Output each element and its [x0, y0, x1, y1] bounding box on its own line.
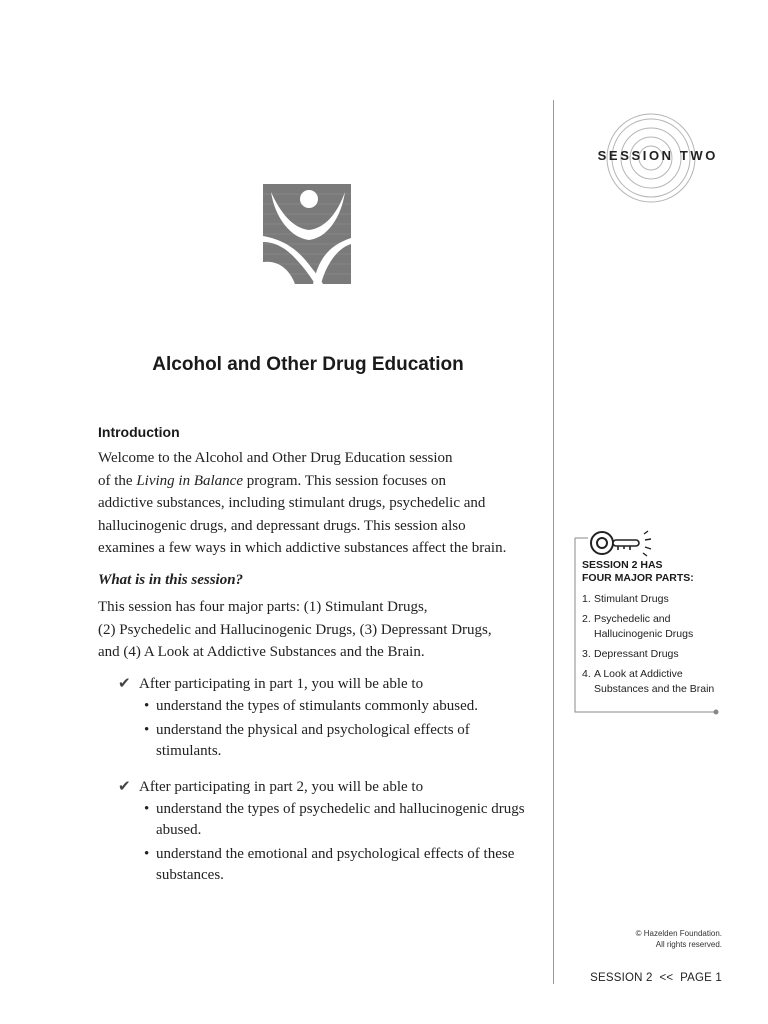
program-name: Living in Balance	[136, 472, 243, 489]
copyright-notice: © Hazelden Foundation. All rights reserved.	[635, 929, 722, 949]
page-title: Alcohol and Other Drug Education	[152, 354, 464, 375]
footer-session: SESSION 2	[590, 972, 653, 984]
bullet-icon: •	[144, 698, 150, 714]
outcome-bullet-list	[118, 696, 528, 762]
bullet-icon: •	[144, 801, 150, 817]
program-logo-icon	[263, 184, 351, 284]
list-item: 1. Stimulant Drugs	[582, 593, 669, 605]
list-item: 2. Psychedelic and Hallucinogenic Drugs	[582, 613, 694, 640]
outcome-bullet-list	[118, 799, 528, 886]
contents-line-3: and (4) A Look at Addictive Substances and the Brain.	[98, 644, 425, 660]
intro-line-1: Welcome to the Alcohol and Other Drug Education session	[98, 450, 453, 466]
bullet-icon: •	[144, 846, 150, 862]
introduction-heading: Introduction	[98, 424, 180, 440]
intro-line-4: hallucinogenic drugs, and depressant drugs. This session also	[98, 517, 466, 534]
page-footer	[560, 972, 722, 984]
outcome-part-1	[118, 673, 528, 765]
outcome-lead: After participating in part 2, you will be able to	[139, 779, 424, 795]
column-divider	[553, 100, 554, 984]
check-icon: ✔	[118, 676, 131, 692]
list-item: 4. A Look at Addictive Substances and the Brain	[582, 668, 715, 695]
intro-line-2-rest: program. This session focuses on	[246, 472, 447, 489]
list-item: • understand the types of stimulants commonly abused.	[144, 696, 528, 717]
outcome-part-2	[118, 776, 528, 889]
contents-line-2: (2) Psychedelic and Hallucinogenic Drugs, (3) Depressant Drugs,	[98, 621, 492, 638]
check-icon: ✔	[118, 779, 131, 795]
list-item: • understand the emotional and psychological effects of these substances.	[144, 846, 515, 883]
contents-line-1: This session has four major parts: (1) Stimulant Drugs,	[98, 599, 428, 615]
intro-line-5: examines a few ways in which addictive substances affect the brain.	[98, 540, 507, 556]
session-contents-paragraph	[98, 596, 528, 664]
bullet-icon: •	[144, 722, 150, 738]
list-item: 3. Depressant Drugs	[582, 648, 679, 660]
intro-line-2	[98, 470, 528, 493]
outcome-lead: After participating in part 1, you will be able to	[139, 676, 424, 692]
footer-separator: <<	[659, 972, 674, 984]
footer-page-number: PAGE 1	[680, 972, 722, 984]
sidebar-parts-list	[582, 592, 722, 702]
session-label: SESSION TWO	[597, 148, 718, 163]
list-item: • understand the physical and psychological effects of stimulants.	[144, 722, 470, 759]
intro-line-2-prefix: of the	[98, 472, 137, 489]
intro-line-3: addictive substances, including stimulant drugs, psychedelic and	[98, 495, 486, 511]
key-icon	[588, 528, 660, 558]
session-contents-heading: What is in this session?	[98, 572, 244, 588]
list-item: • understand the types of psychedelic and hallucinogenic drugs abused.	[144, 801, 525, 838]
sidebar-heading: SESSION 2 HAS FOUR MAJOR PARTS:	[582, 559, 694, 584]
introduction-paragraph	[98, 447, 528, 560]
